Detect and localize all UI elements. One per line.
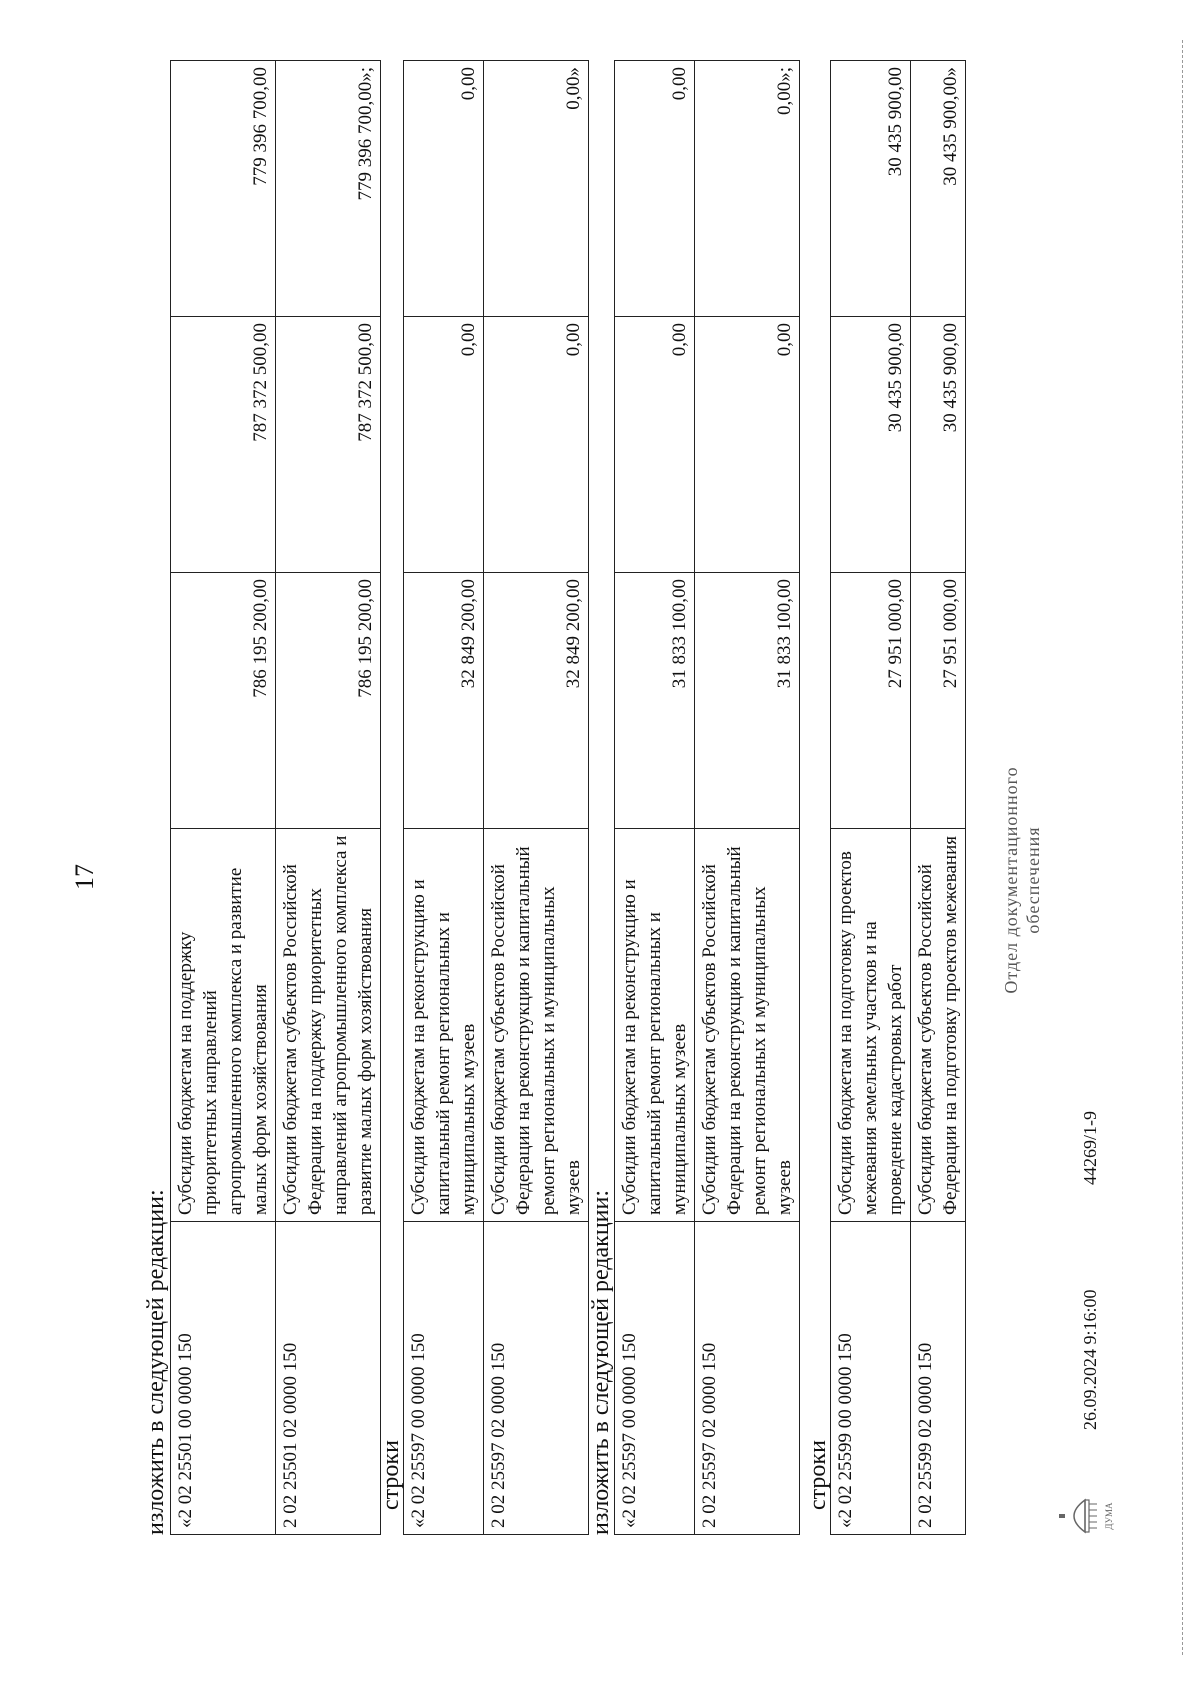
department-stamp	[1000, 715, 1044, 1045]
table-row	[615, 61, 695, 1535]
budget-name: Субсидии бюджетам субъектов Российской Федерации на реконструкцию и капитальный ремонт региональных и муниципальных музеев	[695, 829, 800, 1222]
value-year-3: 30 435 900,00	[831, 61, 911, 317]
budget-name: Субсидии бюджетам на поддержку приоритетных направлений агропромышленного комплекса и развитие малых форм хозяйствования	[171, 829, 276, 1222]
budget-code: 2 02 25597 02 0000 150	[484, 1222, 589, 1535]
block-label: строки	[378, 1440, 404, 1510]
footer-datetime: 26.09.2024 9:16:00	[1080, 1289, 1100, 1430]
budget-name: Субсидии бюджетам на реконструкцию и капитальный ремонт региональных и муниципальных музеев	[615, 829, 695, 1222]
value-year-2: 0,00	[404, 317, 484, 573]
value-year-3: 779 396 700,00»;	[276, 61, 381, 317]
budget-table	[170, 60, 381, 1535]
value-year-2: 30 435 900,00	[911, 317, 966, 573]
value-year-1: 31 833 100,00	[615, 573, 695, 829]
block-label: излoжить в следующей редакции:	[143, 1189, 169, 1535]
value-year-2: 0,00	[484, 317, 589, 573]
value-year-3: 0,00»	[484, 61, 589, 317]
budget-code: «2 02 25599 00 0000 150	[831, 1222, 911, 1535]
value-year-3: 30 435 900,00»	[911, 61, 966, 317]
budget-table	[614, 60, 800, 1535]
budget-name: Субсидии бюджетам на подготовку проектов межевания земельных участков и на проведение кадастровых работ	[831, 829, 911, 1222]
logo-text: ДУМА	[1104, 1502, 1114, 1530]
value-year-1: 32 849 200,00	[484, 573, 589, 829]
budget-name: Субсидии бюджетам субъектов Российской Федерации на подготовку проектов межевания	[911, 829, 966, 1222]
value-year-2: 30 435 900,00	[831, 317, 911, 573]
value-year-1: 27 951 000,00	[831, 573, 911, 829]
budget-name: Субсидии бюджетам субъектов Российской Федерации на поддержку приоритетных направлений агропромышленного комплекса и развитие малых форм хозяйствования	[276, 829, 381, 1222]
value-year-3: 779 396 700,00	[171, 61, 276, 317]
value-year-1: 786 195 200,00	[171, 573, 276, 829]
table-row	[484, 61, 589, 1535]
table-row	[911, 61, 966, 1535]
value-year-1: 31 833 100,00	[695, 573, 800, 829]
value-year-3: 0,00	[615, 61, 695, 317]
budget-code: «2 02 25501 00 0000 150	[171, 1222, 276, 1535]
value-year-3: 0,00»;	[695, 61, 800, 317]
budget-name: Субсидии бюджетам субъектов Российской Федерации на реконструкцию и капитальный ремонт региональных и муниципальных музеев	[484, 829, 589, 1222]
table-row	[404, 61, 484, 1535]
block-label: изложить в следующей редакции:	[588, 1189, 614, 1535]
table-row	[831, 61, 911, 1535]
budget-code: 2 02 25501 02 0000 150	[276, 1222, 381, 1535]
budget-table	[403, 60, 589, 1535]
budget-name: Субсидии бюджетам на реконструкцию и капитальный ремонт региональных и муниципальных музеев	[404, 829, 484, 1222]
value-year-2: 0,00	[695, 317, 800, 573]
budget-code: 2 02 25597 02 0000 150	[695, 1222, 800, 1535]
duma-logo-icon	[1055, 1492, 1114, 1540]
value-year-2: 787 372 500,00	[276, 317, 381, 573]
table-row	[171, 61, 276, 1535]
stamp-line-1: Отдел документационного	[1001, 766, 1021, 994]
value-year-2: 0,00	[615, 317, 695, 573]
budget-table	[830, 60, 966, 1535]
table-row	[695, 61, 800, 1535]
budget-code: 2 02 25599 02 0000 150	[911, 1222, 966, 1535]
budget-code: «2 02 25597 00 0000 150	[404, 1222, 484, 1535]
scan-edge-line	[1182, 40, 1183, 1655]
value-year-2: 787 372 500,00	[171, 317, 276, 573]
value-year-1: 27 951 000,00	[911, 573, 966, 829]
table-row	[276, 61, 381, 1535]
value-year-1: 786 195 200,00	[276, 573, 381, 829]
value-year-1: 32 849 200,00	[404, 573, 484, 829]
page-number: 17	[70, 864, 99, 890]
footer-doc-id: 44269/1-9	[1080, 1111, 1100, 1185]
stamp-line-2: обеспечения	[1023, 826, 1043, 934]
block-label: строки	[805, 1440, 831, 1510]
value-year-3: 0,00	[404, 61, 484, 317]
budget-code: «2 02 25597 00 0000 150	[615, 1222, 695, 1535]
